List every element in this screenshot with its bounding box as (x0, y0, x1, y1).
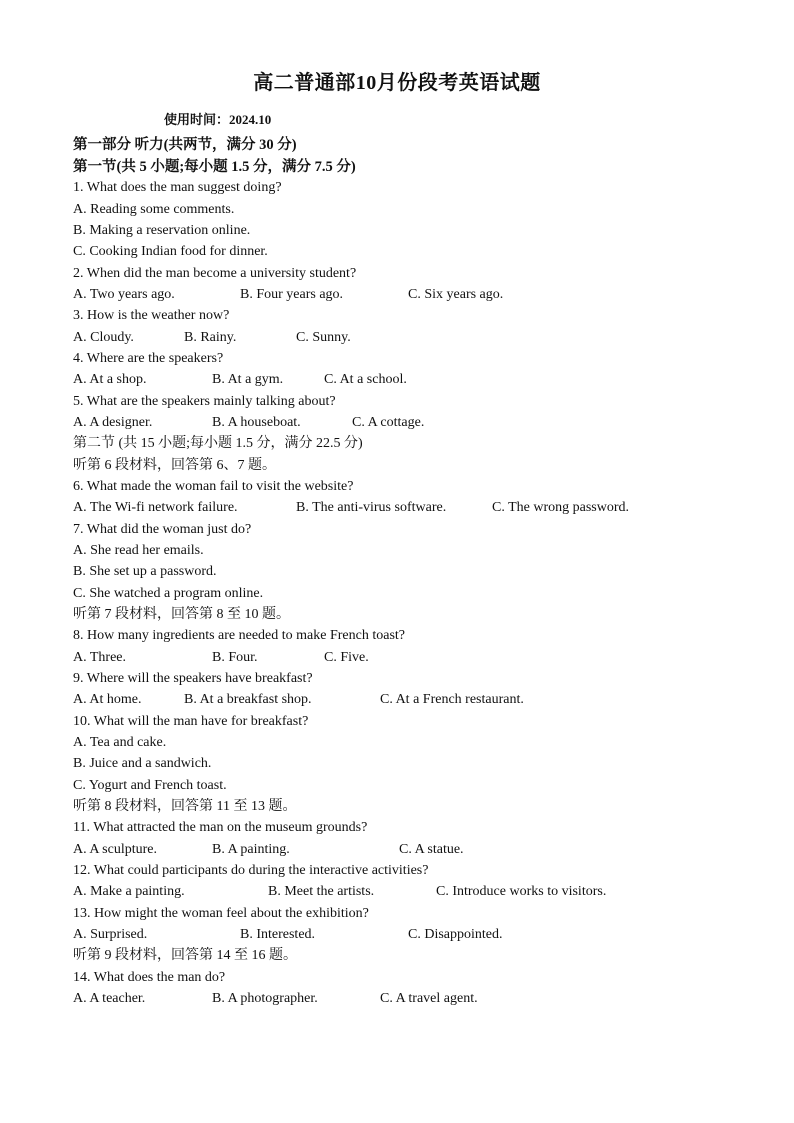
q9-option-a: A. At home. (73, 692, 142, 707)
q9-option-b: B. At a breakfast shop. (184, 692, 312, 707)
q11-option-b: B. A painting. (212, 842, 290, 857)
q5-option-a: A. A designer. (73, 415, 153, 430)
q14-option-b: B. A photographer. (212, 991, 318, 1006)
q3-option-b: B. Rainy. (184, 330, 237, 345)
q2-option-b: B. Four years ago. (240, 287, 344, 302)
q10-option-c: C. Yogurt and French toast. (73, 778, 227, 793)
q9-option-c: C. At a French restaurant. (380, 692, 524, 707)
q11-option-c: C. A statue. (399, 842, 464, 857)
q10-option-b: B. Juice and a sandwich. (73, 756, 212, 771)
q8-option-c: C. Five. (324, 650, 369, 665)
q5-option-c: C. A cottage. (352, 415, 425, 430)
q1-option-c: C. Cooking Indian food for dinner. (73, 244, 268, 259)
q4-option-b: B. At a gym. (212, 372, 284, 387)
part1-heading: 第一部分 听力(共两节，满分 30 分) (73, 137, 297, 153)
q5-option-b: B. A houseboat. (212, 415, 301, 430)
q3-option-a: A. Cloudy. (73, 330, 134, 345)
q12-option-b: B. Meet the artists. (268, 884, 375, 899)
q4-stem: 4. Where are the speakers? (73, 351, 224, 366)
material-9-heading: 听第 9 段材料，回答第 14 至 16 题。 (73, 948, 297, 963)
q11-option-a: A. A sculpture. (73, 842, 157, 857)
q1-option-b: B. Making a reservation online. (73, 223, 251, 238)
q12-option-a: A. Make a painting. (73, 884, 185, 899)
q10-option-a: A. Tea and cake. (73, 735, 167, 750)
q9-stem: 9. Where will the speakers have breakfast? (73, 671, 313, 686)
section2-heading: 第二节 (共 15 小题;每小题 1.5 分，满分 22.5 分) (73, 436, 363, 451)
q13-stem: 13. How might the woman feel about the exhibition? (73, 906, 369, 921)
q1-option-a: A. Reading some comments. (73, 202, 235, 217)
q6-option-b: B. The anti-virus software. (296, 500, 447, 515)
page-title: 高二普通部10月份段考英语试题 (253, 72, 541, 94)
q7-option-c: C. She watched a program online. (73, 586, 264, 601)
q13-option-c: C. Disappointed. (408, 927, 503, 942)
q6-option-c: C. The wrong password. (492, 500, 630, 515)
q8-option-b: B. Four. (212, 650, 258, 665)
q8-stem: 8. How many ingredients are needed to make French toast? (73, 628, 406, 643)
q12-option-c: C. Introduce works to visitors. (436, 884, 607, 899)
q1-stem: 1. What does the man suggest doing? (73, 180, 282, 195)
material-8-heading: 听第 8 段材料，回答第 11 至 13 题。 (73, 799, 297, 814)
q2-stem: 2. When did the man become a university student? (73, 266, 357, 281)
q3-stem: 3. How is the weather now? (73, 308, 230, 323)
q13-option-b: B. Interested. (240, 927, 316, 942)
q3-option-c: C. Sunny. (296, 330, 351, 345)
material-6-heading: 听第 6 段材料，回答第 6、7 题。 (73, 458, 276, 473)
material-7-heading: 听第 7 段材料，回答第 8 至 10 题。 (73, 607, 290, 622)
q7-option-a: A. She read her emails. (73, 543, 204, 558)
q2-option-c: C. Six years ago. (408, 287, 504, 302)
q7-stem: 7. What did the woman just do? (73, 522, 252, 537)
q14-stem: 14. What does the man do? (73, 970, 226, 985)
q6-stem: 6. What made the woman fail to visit the website? (73, 479, 354, 494)
q12-stem: 12. What could participants do during the interactive activities? (73, 863, 429, 878)
q2-option-a: A. Two years ago. (73, 287, 175, 302)
q6-option-a: A. The Wi-fi network failure. (73, 500, 238, 515)
q13-option-a: A. Surprised. (73, 927, 148, 942)
q8-option-a: A. Three. (73, 650, 126, 665)
q4-option-c: C. At a school. (324, 372, 407, 387)
q14-option-c: C. A travel agent. (380, 991, 478, 1006)
usage-date: 使用时间：2024.10 (164, 112, 272, 127)
section1-heading: 第一节(共 5 小题;每小题 1.5 分，满分 7.5 分) (73, 159, 356, 175)
q7-option-b: B. She set up a password. (73, 564, 217, 579)
q11-stem: 11. What attracted the man on the museum grounds? (73, 820, 368, 835)
q4-option-a: A. At a shop. (73, 372, 147, 387)
q14-option-a: A. A teacher. (73, 991, 146, 1006)
q10-stem: 10. What will the man have for breakfast? (73, 714, 309, 729)
q5-stem: 5. What are the speakers mainly talking about? (73, 394, 336, 409)
